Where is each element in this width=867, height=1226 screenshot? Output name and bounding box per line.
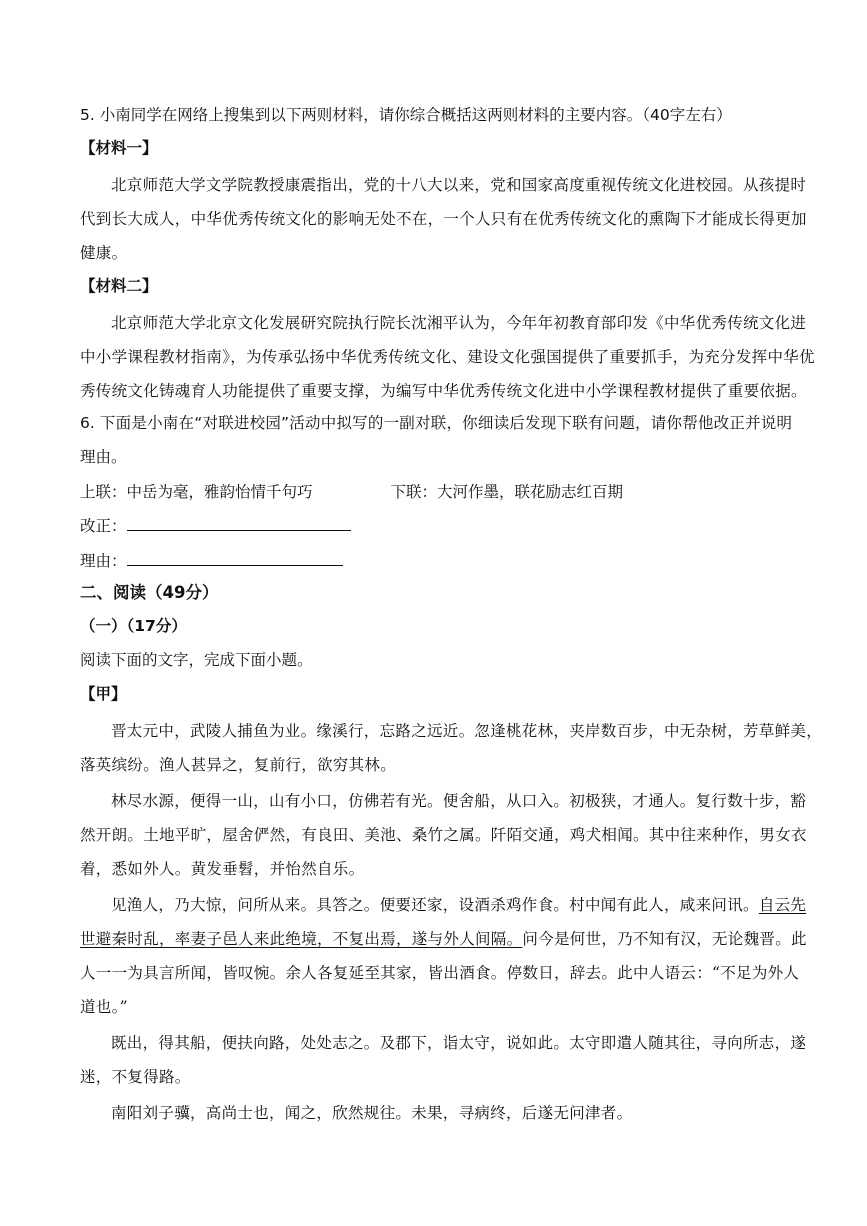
couplet-lower: 下联：大河作墨，联花励志红百期 [390, 483, 624, 501]
underlined-sentence: 世避秦时乱，率妻子邑人来此绝境，不复出焉，遂与外人间隔。 [80, 930, 523, 948]
reason-answer-blank[interactable] [127, 550, 343, 566]
reason-line [80, 550, 792, 571]
passage-line [80, 929, 807, 949]
passage-line: 迷，不复得路。 [80, 1068, 191, 1086]
section-2-title: 二、阅读（49分） [80, 583, 219, 602]
passage-text: 见渔人，乃大惊，问所从来。具答之。便要还家，设酒杀鸡作食。村中闻有此人，咸来问讯。 [111, 896, 759, 914]
underlined-sentence: 自云先 [758, 896, 807, 914]
passage-line: 林尽水源，便得一山，山有小口，仿佛若有光。便舍船，从口入。初极狭，才通人。复行数十步，豁 [111, 792, 807, 810]
material-1-line: 代到长大成人，中华优秀传统文化的影响无处不在，一个人只有在优秀传统文化的熏陶下才能成长得更加 [80, 210, 807, 228]
passage-line: 然开朗。土地平旷，屋舍俨然，有良田、美池、桑竹之属。阡陌交通，鸡犬相闻。其中往来种作，男女衣 [80, 826, 807, 844]
passage-line: 晋太元中，武陵人捕鱼为业。缘溪行，忘路之远近。忽逢桃花林，夹岸数百步，中无杂树，芳草鲜美， [111, 722, 823, 740]
fix-line [80, 515, 792, 536]
question-6-stem: 理由。 [80, 448, 127, 466]
fix-answer-blank[interactable] [127, 515, 351, 531]
material-2-title: 【材料二】 [80, 277, 158, 295]
passage-line: 着，悉如外人。黄发垂髫，并怡然自乐。 [80, 860, 365, 878]
passage-text: 问今是何世，乃不知有汉，无论魏晋。此 [522, 930, 807, 948]
couplet-line [80, 482, 792, 502]
passage-line: 南阳刘子骥，高尚士也，闻之，欣然规往。未果，寻病终，后遂无问津者。 [111, 1104, 633, 1122]
section-2-subtitle: （一）（17分） [80, 617, 187, 635]
passage-line: 人一一为具言所闻，皆叹惋。余人各复延至其家，皆出酒食。停数日，辞去。此中人语云：“不足为外人 [80, 964, 800, 982]
question-5-stem: 5. 小南同学在网络上搜集到以下两则材料，请你综合概括这两则材料的主要内容。（40字左右） [80, 106, 732, 124]
material-2-line: 北京师范大学北京文化发展研究院执行院长沈湘平认为，今年年初教育部印发《中华优秀传统文化进 [111, 314, 807, 332]
passage-line [111, 895, 807, 915]
question-6-stem: 6. 下面是小南在“对联进校园”活动中拟写的一副对联，你细读后发现下联有问题，请你帮他改正并说明 [80, 414, 792, 432]
material-1-line: 健康。 [80, 244, 128, 262]
passage-jia-label: 【甲】 [80, 685, 127, 703]
material-2-line: 中小学课程教材指南》，为传承弘扬中华优秀传统文化、建设文化强国提供了重要抓手，为充分发挥中华优 [80, 348, 815, 366]
material-1-title: 【材料一】 [80, 139, 158, 157]
passage-line: 道也。” [80, 998, 128, 1016]
passage-line: 落英缤纷。渔人甚异之，复前行，欲穷其林。 [80, 756, 397, 774]
fix-label: 改正： [80, 517, 127, 535]
reason-label: 理由： [80, 552, 127, 570]
couplet-upper: 上联：中岳为毫，雅韵怡情千句巧 [80, 483, 313, 501]
reading-instruction: 阅读下面的文字，完成下面小题。 [80, 651, 313, 669]
passage-line: 既出，得其船，便扶向路，处处志之。及郡下，诣太守，说如此。太守即遣人随其往，寻向所志，遂 [111, 1034, 807, 1052]
material-1-line: 北京师范大学文学院教授康震指出，党的十八大以来，党和国家高度重视传统文化进校园。从孩提时 [111, 176, 807, 194]
material-2-line: 秀传统文化铸魂育人功能提供了重要支撑，为编写中华优秀传统文化进中小学课程教材提供了重要依据。 [80, 382, 807, 400]
